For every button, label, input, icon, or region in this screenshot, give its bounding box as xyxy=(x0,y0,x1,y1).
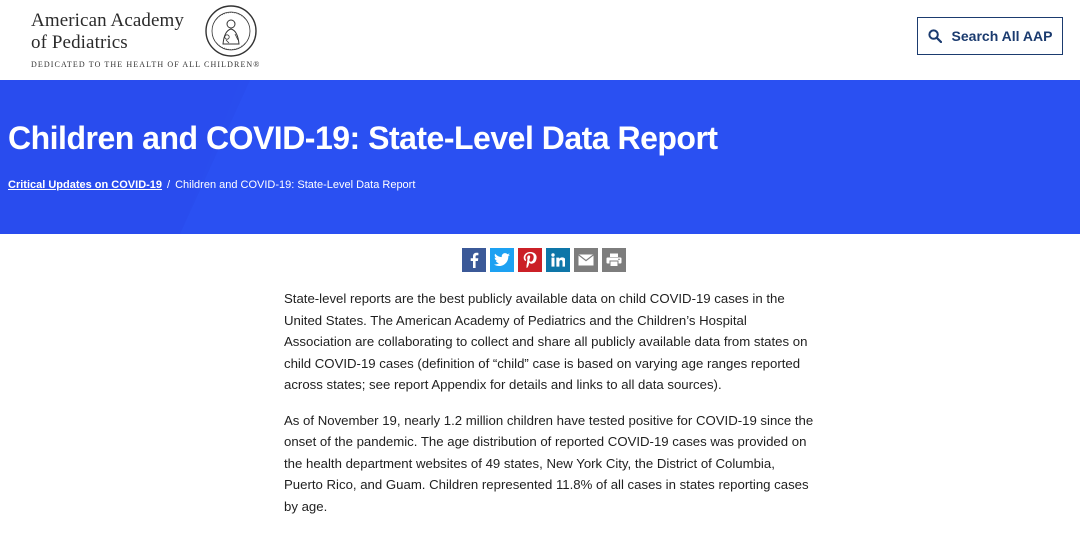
logo-line-1: American Academy xyxy=(31,10,185,31)
summary-paragraph: As of November 19, nearly 1.2 million children have tested positive for COVID-19 since the onset of the pandemic. The age distribution of reported COVID-19 cases was provided on the health department websites of 49 states, New York City, the District of Columbia, Puerto Rico, and Guam. Children represented 11.8% of all cases in states reporting cases by age. xyxy=(284,412,814,514)
hero-background-shape xyxy=(0,80,1080,234)
aap-seal-icon xyxy=(204,4,258,58)
article-body xyxy=(284,288,814,531)
breadcrumb-current: Children and COVID-19: State-Level Data Report xyxy=(175,179,416,191)
breadcrumb xyxy=(8,179,415,191)
aap-logo[interactable] xyxy=(31,10,184,54)
share-facebook-button[interactable] xyxy=(462,248,486,272)
email-icon xyxy=(578,254,594,266)
share-pinterest-button[interactable] xyxy=(518,248,542,272)
hero-banner xyxy=(0,80,1080,234)
breadcrumb-link-critical-updates[interactable]: Critical Updates on COVID-19 xyxy=(8,179,163,191)
share-twitter-button[interactable] xyxy=(490,248,514,272)
breadcrumb-separator: / xyxy=(167,179,171,191)
print-button[interactable] xyxy=(602,248,626,272)
search-all-aap-button[interactable] xyxy=(917,17,1063,55)
facebook-icon xyxy=(467,252,481,268)
search-icon xyxy=(928,29,942,43)
intro-paragraph: State-level reports are the best publicly available data on child COVID-19 cases in the United States. The American Academy of Pediatrics and the Children’s Hospital Association are collaborating to collect and share all publicly available data from states on child COVID-19 cases (definition of “child” case is based on varying age ranges reported across states; see report Appendix for details and links to all data sources). xyxy=(284,291,808,392)
linkedin-icon xyxy=(551,253,565,267)
page-title: Children and COVID-19: State-Level Data Report xyxy=(8,120,718,156)
search-button-label: Search All AAP xyxy=(951,28,1053,44)
logo-line-2: of Pediatrics xyxy=(31,32,128,53)
site-header xyxy=(0,0,1080,80)
pinterest-icon xyxy=(523,252,537,268)
print-icon xyxy=(606,253,622,267)
share-email-button[interactable] xyxy=(574,248,598,272)
logo-tagline: DEDICATED TO THE HEALTH OF ALL CHILDREN® xyxy=(31,60,261,69)
share-linkedin-button[interactable] xyxy=(546,248,570,272)
twitter-icon xyxy=(494,253,510,267)
share-bar xyxy=(462,248,626,272)
